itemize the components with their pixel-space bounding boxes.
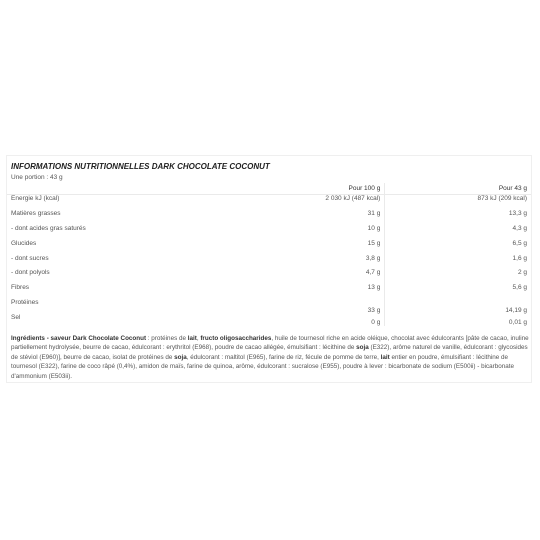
ingredients-segment: : protéines de bbox=[146, 335, 188, 342]
nutrient-label: - dont acides gras saturés bbox=[11, 224, 86, 232]
value-per-43g: 5,6 g bbox=[512, 284, 527, 292]
table-row bbox=[7, 299, 531, 314]
allergen-highlight: fructo oligosaccharides bbox=[200, 335, 272, 342]
ingredients-segment: (E322), arôme naturel de vanille, édulcorant : glycosides de stéviol (E960)], beurre de cacao, isolat de protéines de bbox=[11, 344, 528, 361]
table-row bbox=[7, 195, 531, 210]
allergen-highlight: soja bbox=[174, 353, 187, 361]
table-row bbox=[7, 269, 531, 284]
panel-title: INFORMATIONS NUTRITIONNELLES DARK CHOCOLATE COCONUT bbox=[11, 162, 270, 171]
ingredients-heading: Ingrédients - saveur Dark Chocolate Coconut bbox=[11, 335, 147, 342]
table-row bbox=[7, 225, 531, 240]
table-row bbox=[7, 284, 531, 299]
ingredients-segment: entier en poudre, émulsifiant : lécithine de tournesol (E322), farine de coco râpé (0,4%), amidon de maïs, farine de quinoa, arôme, édulcorant : sucralose (E955), poudre à lever : bicarbonate de sodium (E500ii) - bicarbonate d'ammonium (E503ii). bbox=[11, 353, 514, 380]
table-row bbox=[7, 240, 531, 255]
nutrient-label: Matières grasses bbox=[11, 209, 61, 217]
nutrient-label: Energie kJ (kcal) bbox=[7, 195, 225, 210]
table-row bbox=[7, 255, 531, 270]
value-per-100g: 15 g bbox=[225, 240, 385, 255]
nutrient-label: Glucides bbox=[11, 239, 37, 247]
nutrient-label: - dont polyols bbox=[11, 269, 50, 277]
ingredients-segment: , bbox=[196, 335, 201, 342]
ingredients-segment: , huile de tournesol riche en acide oléique, chocolat avec édulcorants [pâte de cacao, inuline partiellement hydrolysée, beurre de cacao, édulcorant : erythritol (E968), poudre de cacao allégée, émulsifiant : lécithine de bbox=[11, 335, 529, 352]
nutrient-label: Fibres bbox=[11, 284, 30, 292]
column-header-label bbox=[7, 183, 225, 195]
nutrient-label: - dont sucres bbox=[11, 254, 49, 262]
value-per-43g: 2 g bbox=[517, 269, 527, 277]
allergen-highlight: lait bbox=[187, 335, 197, 342]
ingredients-text bbox=[11, 334, 529, 381]
nutrient-label: Sel bbox=[11, 314, 21, 322]
table-row bbox=[7, 210, 531, 225]
value-per-43g: 873 kJ (209 kcal) bbox=[385, 195, 531, 210]
value-per-43g: 14,19 g bbox=[505, 307, 527, 315]
nutrition-table bbox=[7, 183, 531, 326]
column-header-per-43g: Pour 43 g bbox=[498, 185, 527, 192]
portion-size: Une portion : 43 g bbox=[11, 174, 63, 181]
value-per-100g: 10 g bbox=[225, 225, 385, 240]
panel-header bbox=[11, 162, 270, 181]
value-per-43g: 1,6 g bbox=[512, 254, 527, 262]
value-per-100g: 2 030 kJ (487 kcal) bbox=[225, 195, 385, 210]
value-per-100g: 13 g bbox=[225, 284, 385, 299]
value-per-100g: 0 g bbox=[225, 314, 385, 326]
table-row bbox=[7, 314, 531, 326]
ingredients-segment: , édulcorant : maltitol (E965), farine de riz, fécule de pomme de terre, bbox=[186, 353, 381, 361]
value-per-100g: 31 g bbox=[225, 210, 385, 225]
value-per-100g: 4,7 g bbox=[225, 269, 385, 284]
allergen-highlight: soja bbox=[356, 344, 369, 352]
nutrient-label: Protéines bbox=[11, 299, 39, 307]
value-per-100g: 3,8 g bbox=[225, 255, 385, 270]
value-per-43g: 0,01 g bbox=[508, 319, 527, 327]
column-header-per-100g: Pour 100 g bbox=[225, 183, 385, 195]
nutrition-panel bbox=[6, 155, 532, 383]
value-per-43g: 6,5 g bbox=[512, 239, 527, 247]
value-per-43g: 13,3 g bbox=[508, 209, 527, 217]
value-per-100g: 33 g bbox=[225, 299, 385, 314]
allergen-highlight: lait bbox=[380, 353, 390, 361]
value-per-43g: 4,3 g bbox=[512, 224, 527, 232]
table-header-row bbox=[7, 183, 531, 195]
